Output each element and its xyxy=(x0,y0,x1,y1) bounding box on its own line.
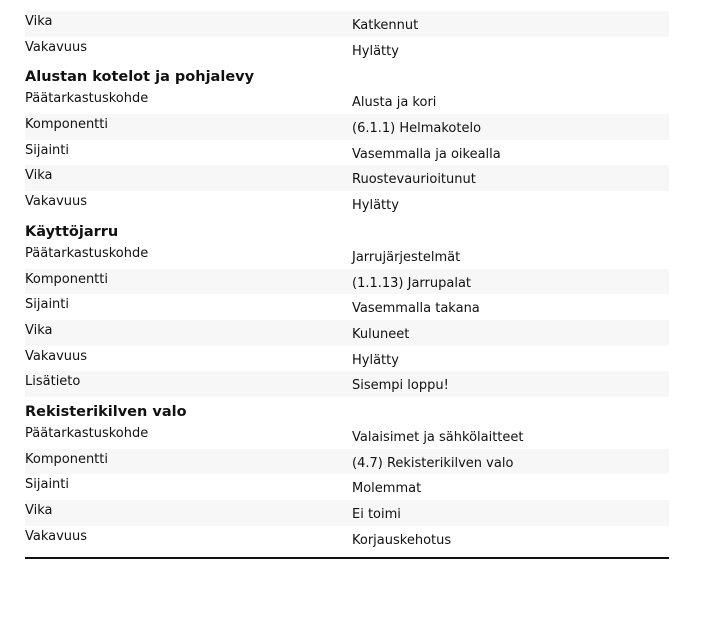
row-label: Lisätieto xyxy=(25,374,81,390)
row-value: Sisempi loppu! xyxy=(352,378,449,394)
table-row xyxy=(25,140,669,166)
row-label: Komponentti xyxy=(25,117,108,133)
row-value: (1.1.13) Jarrupalat xyxy=(352,275,472,291)
table-row xyxy=(25,423,669,449)
row-value: (6.1.1) Helmakotelo xyxy=(352,121,482,137)
table-row xyxy=(25,243,669,269)
row-label: Vakavuus xyxy=(25,39,88,55)
row-value: Hylätty xyxy=(352,352,399,368)
row-label: Sijainti xyxy=(25,477,70,493)
section-title: Rekisterikilven valo xyxy=(25,403,187,420)
table-row xyxy=(25,165,669,191)
row-label: Päätarkastuskohde xyxy=(25,425,149,441)
row-label: Vika xyxy=(25,322,53,338)
row-value: Jarrujärjestelmät xyxy=(352,249,461,265)
row-label: Päätarkastuskohde xyxy=(25,245,149,261)
row-label: Päätarkastuskohde xyxy=(25,91,149,107)
row-value: Hylätty xyxy=(352,198,399,214)
row-value: Valaisimet ja sähkölaitteet xyxy=(352,429,524,445)
table-row xyxy=(25,500,669,526)
row-value: Kuluneet xyxy=(352,326,410,342)
table-row xyxy=(25,526,669,552)
row-label: Vakavuus xyxy=(25,348,88,364)
table-row xyxy=(25,37,669,63)
table-row xyxy=(25,320,669,346)
row-value: Vasemmalla ja oikealla xyxy=(352,146,501,162)
inspection-details xyxy=(25,11,669,559)
table-row xyxy=(25,114,669,140)
table-row xyxy=(25,11,669,37)
table-row xyxy=(25,191,669,217)
row-label: Komponentti xyxy=(25,451,108,467)
section-rekisterikilven-valo xyxy=(25,397,669,551)
row-value: Korjauskehotus xyxy=(352,532,452,548)
row-value: Alusta ja kori xyxy=(352,95,437,111)
row-label: Vika xyxy=(25,168,53,184)
table-row xyxy=(25,346,669,372)
table-row xyxy=(25,371,669,397)
table-row xyxy=(25,474,669,500)
row-value: Ruostevaurioitunut xyxy=(352,172,476,188)
section-title: Käyttöjarru xyxy=(25,223,119,240)
row-value: Hylätty xyxy=(352,43,399,59)
section-divider xyxy=(25,557,669,559)
section-kayttojarru xyxy=(25,217,669,397)
section-alustan-kotelot xyxy=(25,62,669,216)
row-label: Komponentti xyxy=(25,271,108,287)
row-label: Sijainti xyxy=(25,142,70,158)
table-row xyxy=(25,88,669,114)
section-previous-defect xyxy=(25,11,669,62)
row-label: Vika xyxy=(25,503,53,518)
row-value: Ei toimi xyxy=(352,507,401,522)
row-value: (4.7) Rekisterikilven valo xyxy=(352,455,514,471)
row-value: Molemmat xyxy=(352,481,422,497)
row-label: Sijainti xyxy=(25,297,70,313)
row-label: Vakavuus xyxy=(25,194,88,210)
table-row xyxy=(25,449,669,475)
table-row xyxy=(25,269,669,295)
section-title: Alustan kotelot ja pohjalevy xyxy=(25,69,255,86)
row-label: Vika xyxy=(25,14,53,29)
row-value: Vasemmalla takana xyxy=(352,301,480,317)
row-label: Vakavuus xyxy=(25,528,88,544)
row-value: Katkennut xyxy=(352,18,419,33)
table-row xyxy=(25,294,669,320)
